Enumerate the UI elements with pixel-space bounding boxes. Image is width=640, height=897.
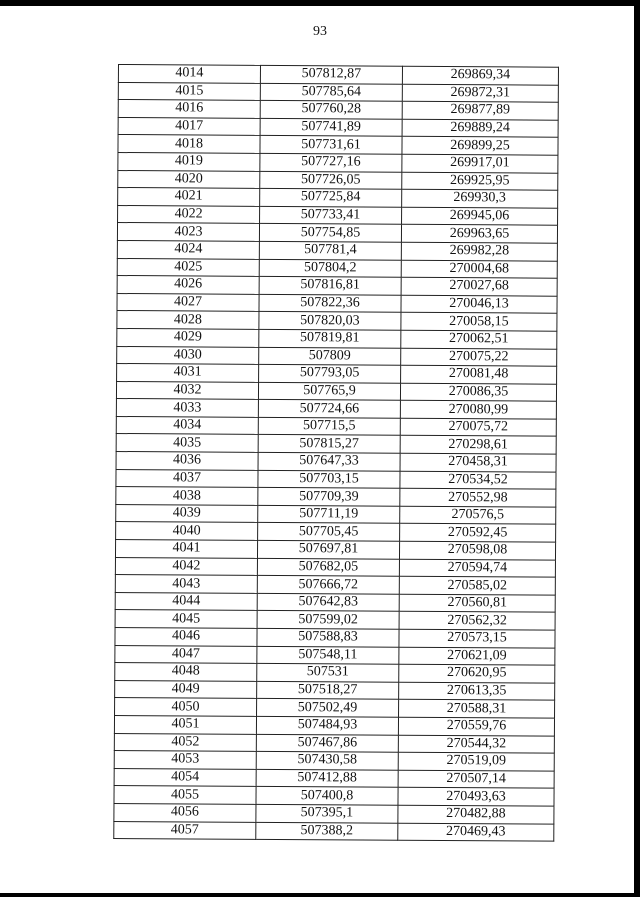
y-coordinate-cell: 270562,32 xyxy=(399,612,555,631)
x-coordinate-cell: 507484,93 xyxy=(256,716,398,734)
point-number-cell: 4053 xyxy=(114,751,256,769)
point-number-cell: 4017 xyxy=(118,117,260,135)
point-number-cell: 4048 xyxy=(115,663,257,681)
y-coordinate-cell: 270004,68 xyxy=(401,260,557,279)
x-coordinate-cell: 507819,81 xyxy=(259,329,401,347)
coordinates-table xyxy=(113,64,559,842)
point-number-cell: 4044 xyxy=(115,592,257,610)
x-coordinate-cell: 507400,8 xyxy=(256,787,398,805)
x-coordinate-cell: 507666,72 xyxy=(257,576,399,594)
table-row xyxy=(114,821,554,841)
y-coordinate-cell: 270552,98 xyxy=(400,488,556,507)
x-coordinate-cell: 507548,11 xyxy=(257,646,399,664)
point-number-cell: 4045 xyxy=(115,610,257,628)
y-coordinate-cell: 270298,61 xyxy=(400,436,556,455)
point-number-cell: 4051 xyxy=(114,715,256,733)
x-coordinate-cell: 507822,36 xyxy=(259,294,401,312)
y-coordinate-cell: 269899,25 xyxy=(402,137,558,156)
y-coordinate-cell: 270469,43 xyxy=(398,823,554,842)
x-coordinate-cell: 507727,16 xyxy=(260,153,402,171)
x-coordinate-cell: 507765,9 xyxy=(258,382,400,400)
y-coordinate-cell: 270588,31 xyxy=(399,700,555,719)
x-coordinate-cell: 507812,87 xyxy=(260,65,402,83)
x-coordinate-cell: 507697,81 xyxy=(257,540,399,558)
y-coordinate-cell: 270519,09 xyxy=(398,752,554,771)
point-number-cell: 4023 xyxy=(117,223,259,241)
x-coordinate-cell: 507726,05 xyxy=(260,171,402,189)
point-number-cell: 4037 xyxy=(116,469,258,487)
y-coordinate-cell: 269930,3 xyxy=(402,189,558,208)
x-coordinate-cell: 507430,58 xyxy=(256,752,398,770)
point-number-cell: 4019 xyxy=(118,152,260,170)
y-coordinate-cell: 270507,14 xyxy=(398,770,554,789)
y-coordinate-cell: 269917,01 xyxy=(402,154,558,173)
point-number-cell: 4055 xyxy=(114,786,256,804)
y-coordinate-cell: 270058,15 xyxy=(401,313,557,332)
x-coordinate-cell: 507715,5 xyxy=(258,417,400,435)
coordinates-table-body xyxy=(114,65,559,842)
y-coordinate-cell: 269963,65 xyxy=(401,225,557,244)
point-number-cell: 4046 xyxy=(115,627,257,645)
x-coordinate-cell: 507518,27 xyxy=(257,681,399,699)
y-coordinate-cell: 270613,35 xyxy=(399,682,555,701)
y-coordinate-cell: 270598,08 xyxy=(399,541,555,560)
x-coordinate-cell: 507733,41 xyxy=(260,206,402,224)
x-coordinate-cell: 507793,05 xyxy=(259,364,401,382)
x-coordinate-cell: 507785,64 xyxy=(260,83,402,101)
point-number-cell: 4016 xyxy=(118,100,260,118)
y-coordinate-cell: 269872,31 xyxy=(402,84,558,103)
scan-border-top xyxy=(0,0,640,6)
point-number-cell: 4042 xyxy=(115,557,257,575)
x-coordinate-cell: 507711,19 xyxy=(258,505,400,523)
y-coordinate-cell: 270075,22 xyxy=(401,348,557,367)
point-number-cell: 4039 xyxy=(116,504,258,522)
y-coordinate-cell: 270081,48 xyxy=(401,365,557,384)
point-number-cell: 4025 xyxy=(117,258,259,276)
x-coordinate-cell: 507741,89 xyxy=(260,118,402,136)
y-coordinate-cell: 270482,88 xyxy=(398,805,554,824)
point-number-cell: 4047 xyxy=(115,645,257,663)
point-number-cell: 4031 xyxy=(117,364,259,382)
point-number-cell: 4030 xyxy=(117,346,259,364)
x-coordinate-cell: 507703,15 xyxy=(258,470,400,488)
x-coordinate-cell: 507682,05 xyxy=(257,558,399,576)
x-coordinate-cell: 507760,28 xyxy=(260,101,402,119)
y-coordinate-cell: 270576,5 xyxy=(400,506,556,525)
y-coordinate-cell: 270080,99 xyxy=(400,401,556,420)
y-coordinate-cell: 270594,74 xyxy=(399,559,555,578)
point-number-cell: 4052 xyxy=(114,733,256,751)
scan-border-right xyxy=(634,0,640,897)
y-coordinate-cell: 269982,28 xyxy=(401,242,557,261)
y-coordinate-cell: 270086,35 xyxy=(400,383,556,402)
point-number-cell: 4040 xyxy=(116,522,258,540)
y-coordinate-cell: 270534,52 xyxy=(400,471,556,490)
point-number-cell: 4050 xyxy=(115,698,257,716)
page-number: 93 xyxy=(313,24,327,39)
x-coordinate-cell: 507781,4 xyxy=(259,241,401,259)
y-coordinate-cell: 270592,45 xyxy=(400,524,556,543)
y-coordinate-cell: 270062,51 xyxy=(401,330,557,349)
point-number-cell: 4038 xyxy=(116,487,258,505)
point-number-cell: 4027 xyxy=(117,293,259,311)
point-number-cell: 4021 xyxy=(118,188,260,206)
point-number-cell: 4018 xyxy=(118,135,260,153)
point-number-cell: 4041 xyxy=(115,540,257,558)
x-coordinate-cell: 507467,86 xyxy=(256,734,398,752)
point-number-cell: 4020 xyxy=(118,170,260,188)
x-coordinate-cell: 507731,61 xyxy=(260,136,402,154)
x-coordinate-cell: 507804,2 xyxy=(259,259,401,277)
x-coordinate-cell: 507388,2 xyxy=(256,822,398,840)
y-coordinate-cell: 270027,68 xyxy=(401,277,557,296)
x-coordinate-cell: 507754,85 xyxy=(259,224,401,242)
x-coordinate-cell: 507395,1 xyxy=(256,804,398,822)
x-coordinate-cell: 507809 xyxy=(259,347,401,365)
x-coordinate-cell: 507709,39 xyxy=(258,488,400,506)
y-coordinate-cell: 269925,95 xyxy=(402,172,558,191)
point-number-cell: 4036 xyxy=(116,452,258,470)
point-number-cell: 4014 xyxy=(118,65,260,83)
x-coordinate-cell: 507531 xyxy=(257,664,399,682)
y-coordinate-cell: 270493,63 xyxy=(398,788,554,807)
y-coordinate-cell: 270620,95 xyxy=(399,664,555,683)
x-coordinate-cell: 507724,66 xyxy=(258,400,400,418)
y-coordinate-cell: 270458,31 xyxy=(400,453,556,472)
y-coordinate-cell: 269945,06 xyxy=(402,207,558,226)
point-number-cell: 4033 xyxy=(116,399,258,417)
point-number-cell: 4049 xyxy=(115,680,257,698)
x-coordinate-cell: 507642,83 xyxy=(257,593,399,611)
x-coordinate-cell: 507815,27 xyxy=(258,435,400,453)
y-coordinate-cell: 270560,81 xyxy=(399,594,555,613)
y-coordinate-cell: 270559,76 xyxy=(398,717,554,736)
y-coordinate-cell: 270621,09 xyxy=(399,647,555,666)
y-coordinate-cell: 270585,02 xyxy=(399,576,555,595)
y-coordinate-cell: 269869,34 xyxy=(402,66,558,85)
point-number-cell: 4043 xyxy=(115,575,257,593)
point-number-cell: 4026 xyxy=(117,276,259,294)
x-coordinate-cell: 507725,84 xyxy=(260,189,402,207)
point-number-cell: 4032 xyxy=(116,381,258,399)
x-coordinate-cell: 507502,49 xyxy=(257,699,399,717)
y-coordinate-cell: 269889,24 xyxy=(402,119,558,138)
y-coordinate-cell: 270573,15 xyxy=(399,629,555,648)
x-coordinate-cell: 507820,03 xyxy=(259,312,401,330)
x-coordinate-cell: 507647,33 xyxy=(258,452,400,470)
x-coordinate-cell: 507588,83 xyxy=(257,628,399,646)
point-number-cell: 4056 xyxy=(114,803,256,821)
point-number-cell: 4035 xyxy=(116,434,258,452)
scan-border-bottom xyxy=(0,893,640,897)
point-number-cell: 4028 xyxy=(117,311,259,329)
point-number-cell: 4015 xyxy=(118,82,260,100)
y-coordinate-cell: 269877,89 xyxy=(402,101,558,120)
x-coordinate-cell: 507599,02 xyxy=(257,611,399,629)
point-number-cell: 4054 xyxy=(114,768,256,786)
point-number-cell: 4034 xyxy=(116,416,258,434)
y-coordinate-cell: 270075,72 xyxy=(400,418,556,437)
y-coordinate-cell: 270046,13 xyxy=(401,295,557,314)
point-number-cell: 4022 xyxy=(118,205,260,223)
point-number-cell: 4057 xyxy=(114,821,256,839)
x-coordinate-cell: 507705,45 xyxy=(258,523,400,541)
point-number-cell: 4024 xyxy=(117,240,259,258)
point-number-cell: 4029 xyxy=(117,328,259,346)
x-coordinate-cell: 507412,88 xyxy=(256,769,398,787)
y-coordinate-cell: 270544,32 xyxy=(398,735,554,754)
x-coordinate-cell: 507816,81 xyxy=(259,276,401,294)
